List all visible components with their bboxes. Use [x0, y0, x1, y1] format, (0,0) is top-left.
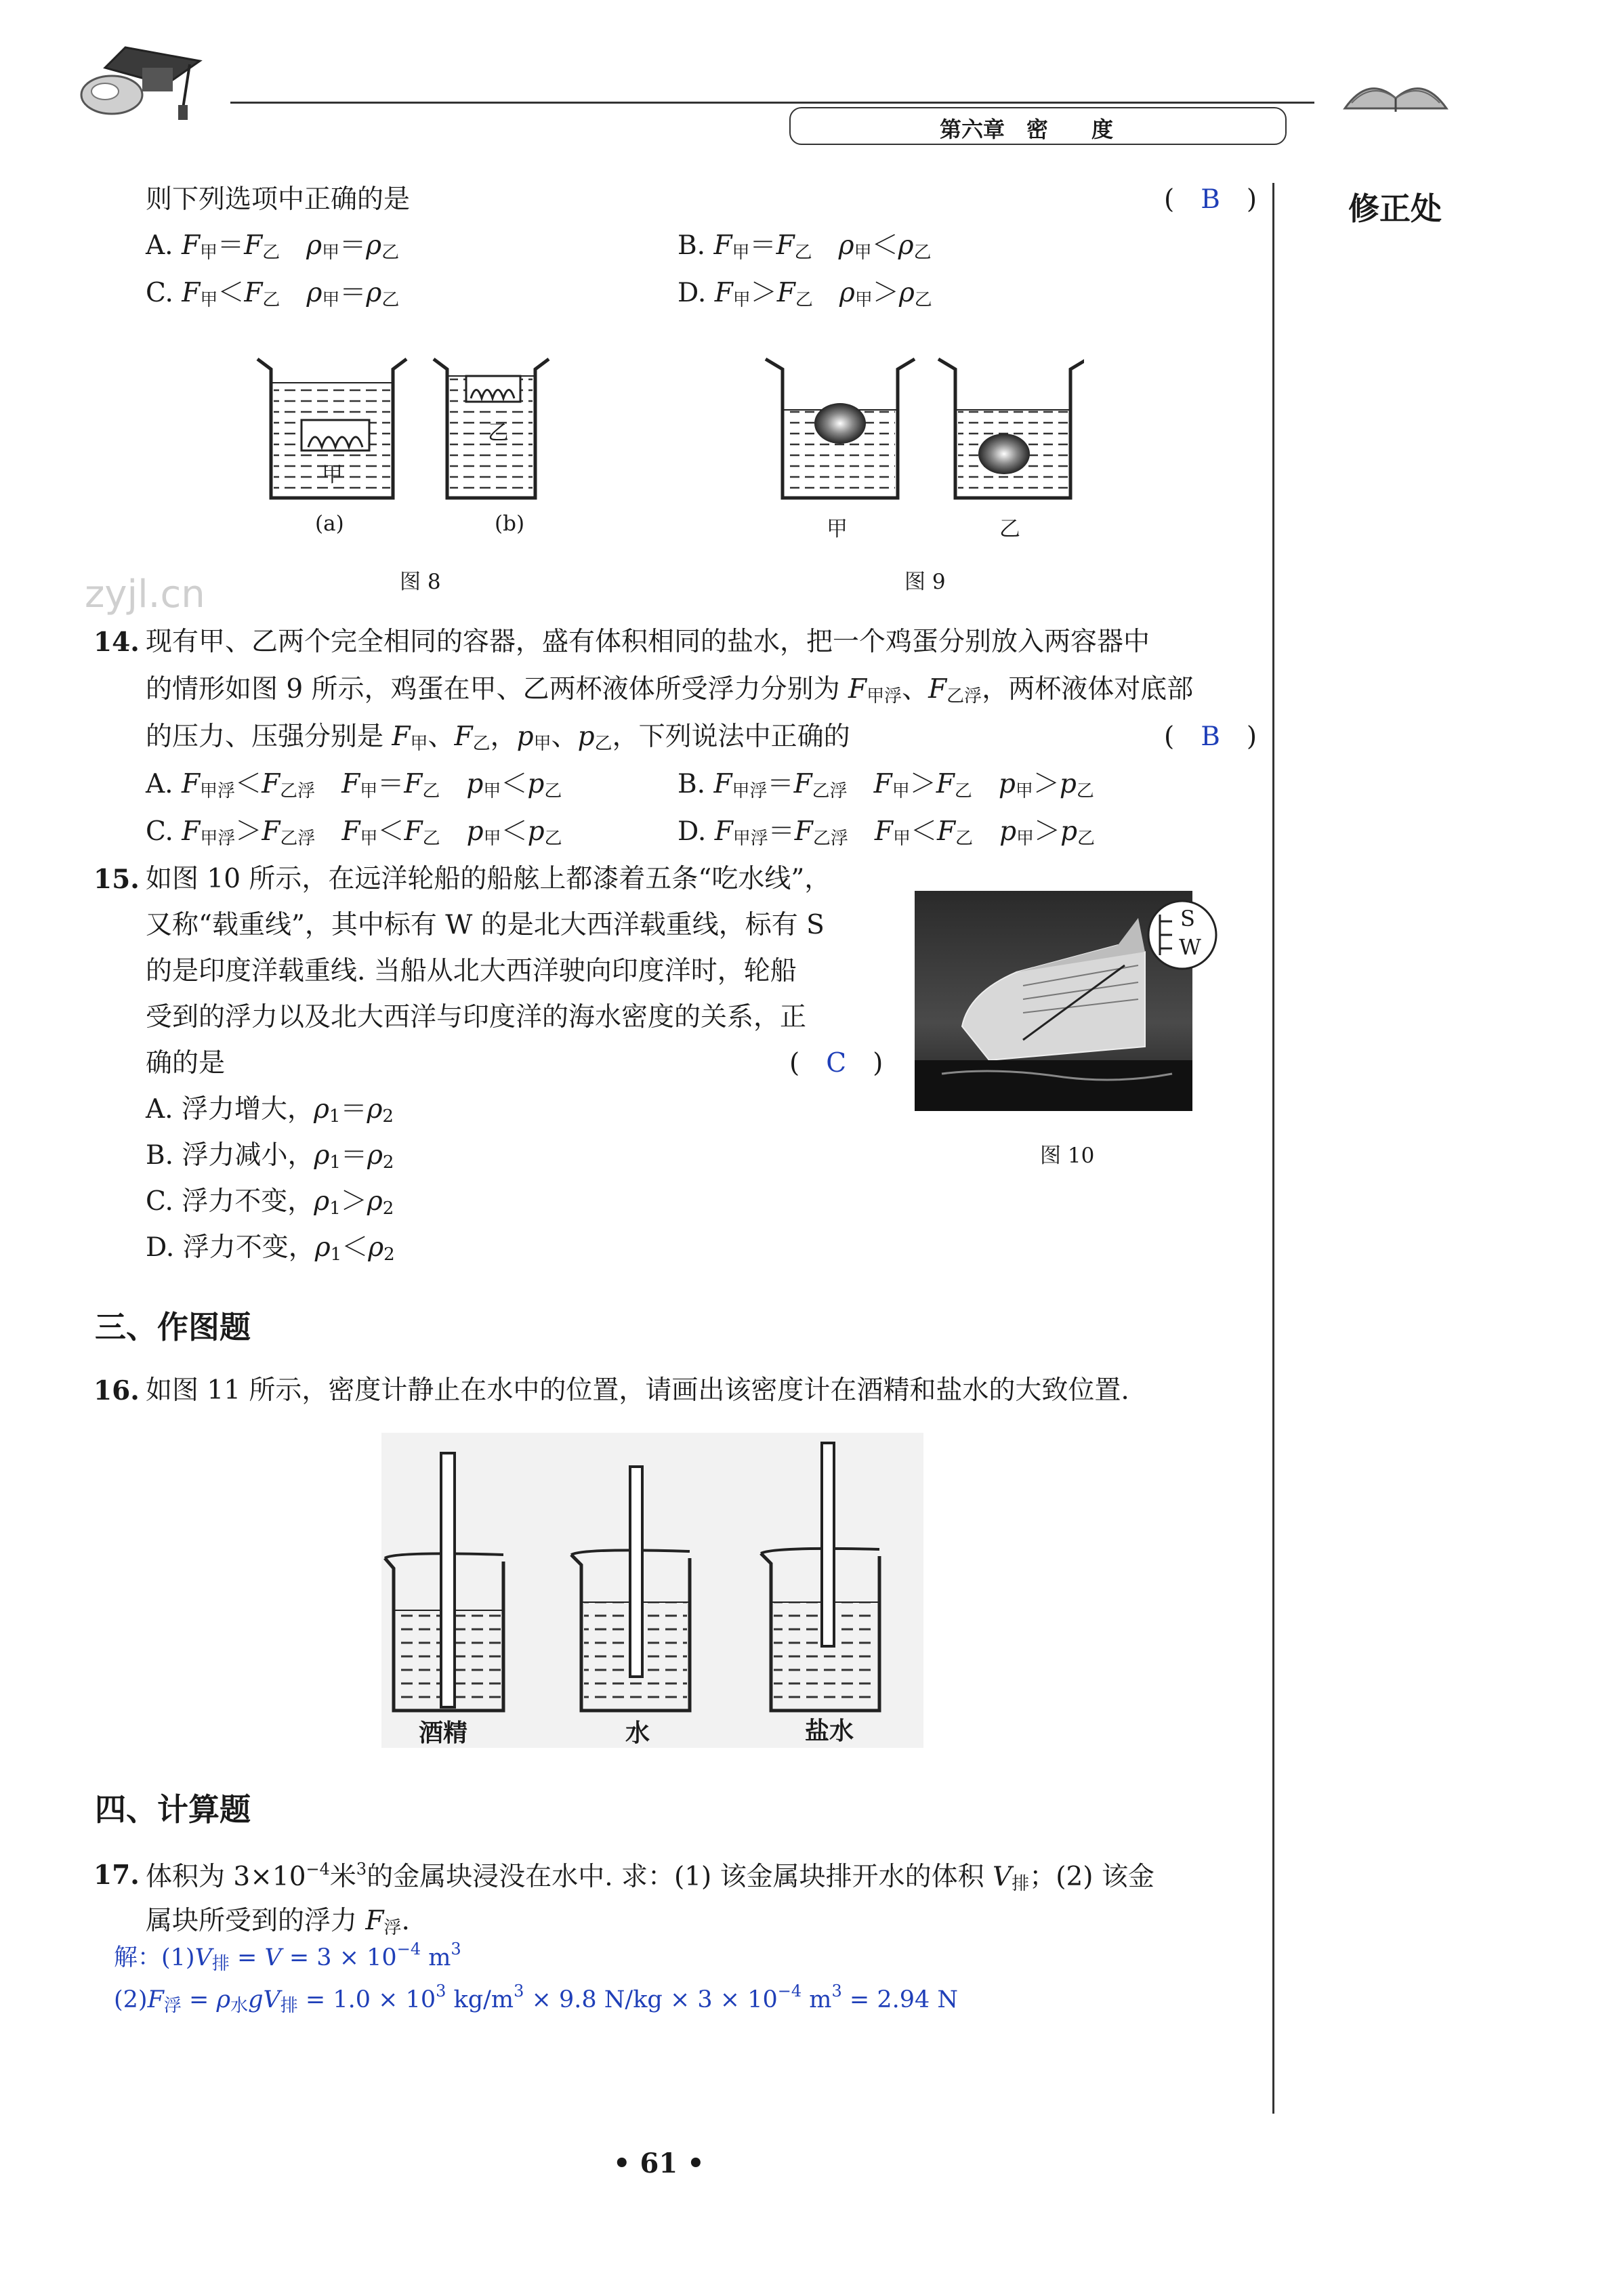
section3-title: 三、作图题: [95, 1309, 251, 1345]
q15-answer: C: [826, 1048, 847, 1078]
q15-line5: 确的是: [146, 1048, 226, 1078]
q14-option-d: D. $F_{甲浮}=F_{乙浮}$ $F_甲<F_乙$ $p_甲>p_乙$: [678, 816, 1096, 849]
q15-answer-bracket: ( C ): [789, 1048, 883, 1078]
fig8-label-a: (a): [315, 511, 344, 536]
fig10-caption: 图 10: [1040, 1144, 1095, 1168]
figure-9: [759, 352, 1084, 549]
label-water: 水: [625, 1719, 650, 1747]
margin-title: 修正处: [1348, 190, 1442, 227]
q14-number: 14.: [93, 627, 140, 658]
q14-option-b: B. $F_{甲浮}=F_{乙浮}$ $F_甲>F_乙$ $p_甲>p_乙$: [678, 769, 1094, 801]
fig9-label-right: 乙: [999, 517, 1020, 541]
q13-stem: 则下列选项中正确的是: [146, 184, 411, 215]
chapter-title: 第六章 密 度: [940, 117, 1114, 142]
book-icon: [1338, 61, 1453, 115]
label-alcohol: 酒精: [419, 1719, 468, 1747]
load-line-mark: [1145, 898, 1220, 972]
q13-option-c: C. $F_甲<F_乙$ $\rho_甲=\rho_乙$: [146, 278, 400, 310]
fig9-label-left: 甲: [827, 517, 848, 541]
page-number: • 61 •: [613, 2148, 705, 2179]
q13-answer: B: [1201, 184, 1220, 215]
q17-line1: 体积为 $3\times 10^{-4}$米$^3$的金属块浸没在水中. 求：(1) 该金属块排开水的体积 $V_排$；(2) 该金: [146, 1860, 1154, 1894]
q17-line2: 属块所受到的浮力 $F_浮$.: [146, 1906, 410, 1938]
q14-answer-bracket: ( B ): [1164, 721, 1257, 752]
header-logo: [64, 20, 213, 122]
q13-option-b: B. $F_甲=F_乙$ $\rho_甲<\rho_乙$: [678, 230, 932, 263]
q15-number: 15.: [93, 864, 140, 895]
q15-option-d: D. 浮力不变，$\rho_1<\rho_2$: [146, 1232, 395, 1265]
q14-option-c: C. $F_{甲浮}>F_{乙浮}$ $F_甲<F_乙$ $p_甲<p_乙$: [146, 816, 562, 849]
q15-line4: 受到的浮力以及北大西洋与印度洋的海水密度的关系，正: [146, 1002, 807, 1032]
q16-number: 16.: [93, 1375, 140, 1406]
watermark: zyjl.cn: [85, 572, 205, 616]
q14-line1: 现有甲、乙两个完全相同的容器，盛有体积相同的盐水，把一个鸡蛋分别放入两容器中: [146, 627, 1150, 657]
chapter-box: [789, 107, 1287, 145]
mark-s: S: [1180, 906, 1195, 931]
margin-divider: [1272, 183, 1274, 2114]
mark-w: W: [1179, 934, 1201, 960]
q13-answer-bracket: ( B ): [1164, 184, 1257, 215]
fig8-block-b-label: 乙: [488, 421, 509, 445]
q15-option-c: C. 浮力不变，$\rho_1>\rho_2$: [146, 1186, 394, 1219]
fig8-block-a-label: 甲: [322, 463, 343, 487]
q17-number: 17.: [93, 1860, 140, 1891]
q13-option-d: D. $F_甲>F_乙$ $\rho_甲>\rho_乙$: [678, 278, 932, 310]
q14-line2: 的情形如图 9 所示，鸡蛋在甲、乙两杯液体所受浮力分别为 $F_{甲浮}$、$F_{乙浮}$，两杯液体对底部: [146, 674, 1194, 707]
q15-line3: 的是印度洋载重线. 当船从北大西洋驶向印度洋时，轮船: [146, 956, 797, 986]
q15-line1: 如图 10 所示，在远洋轮船的船舷上都漆着五条“吃水线”，: [146, 864, 831, 894]
q14-option-a: A. $F_{甲浮}<F_{乙浮}$ $F_甲=F_乙$ $p_甲<p_乙$: [146, 769, 562, 801]
q14-line3: 的压力、压强分别是 $F_甲$、$F_乙$，$p_甲$、$p_乙$，下列说法中正确的: [146, 721, 850, 754]
q17-solution-2: $(2)F_浮 = \rho_水gV_排 = 1.0 \times 10^3$ $kg/m^3 \times 9.8$ $N/kg \times 3 \times 10^{-4}$ $m^3 = 2.94$ N: [114, 1982, 959, 2016]
q15-option-b: B. 浮力减小，$\rho_1=\rho_2$: [146, 1140, 394, 1173]
header-rule: [230, 102, 1314, 104]
q13-option-a: A. $F_甲=F_乙$ $\rho_甲=\rho_乙$: [146, 230, 400, 263]
section4-title: 四、计算题: [95, 1791, 251, 1828]
q15-line2: 又称“载重线”，其中标有 W 的是北大西洋载重线，标有 S: [146, 910, 825, 940]
graduation-cap-icon: [64, 20, 213, 122]
label-salt-water: 盐水: [805, 1717, 854, 1745]
fig8-label-b: (b): [495, 511, 525, 536]
q15-option-a: A. 浮力增大，$\rho_1=\rho_2$: [146, 1094, 394, 1127]
figure-8: [251, 352, 556, 549]
q17-solution-1: 解：$(1)V_排 = V = 3 \times 10^{-4}$ $m^3$: [114, 1940, 461, 1974]
fig8-caption: 图 8: [400, 570, 441, 594]
fig9-caption: 图 9: [904, 570, 946, 594]
figure-11: [381, 1433, 923, 1748]
q14-answer: B: [1201, 721, 1220, 752]
q16-text: 如图 11 所示，密度计静止在水中的位置，请画出该密度计在酒精和盐水的大致位置.: [146, 1375, 1129, 1406]
